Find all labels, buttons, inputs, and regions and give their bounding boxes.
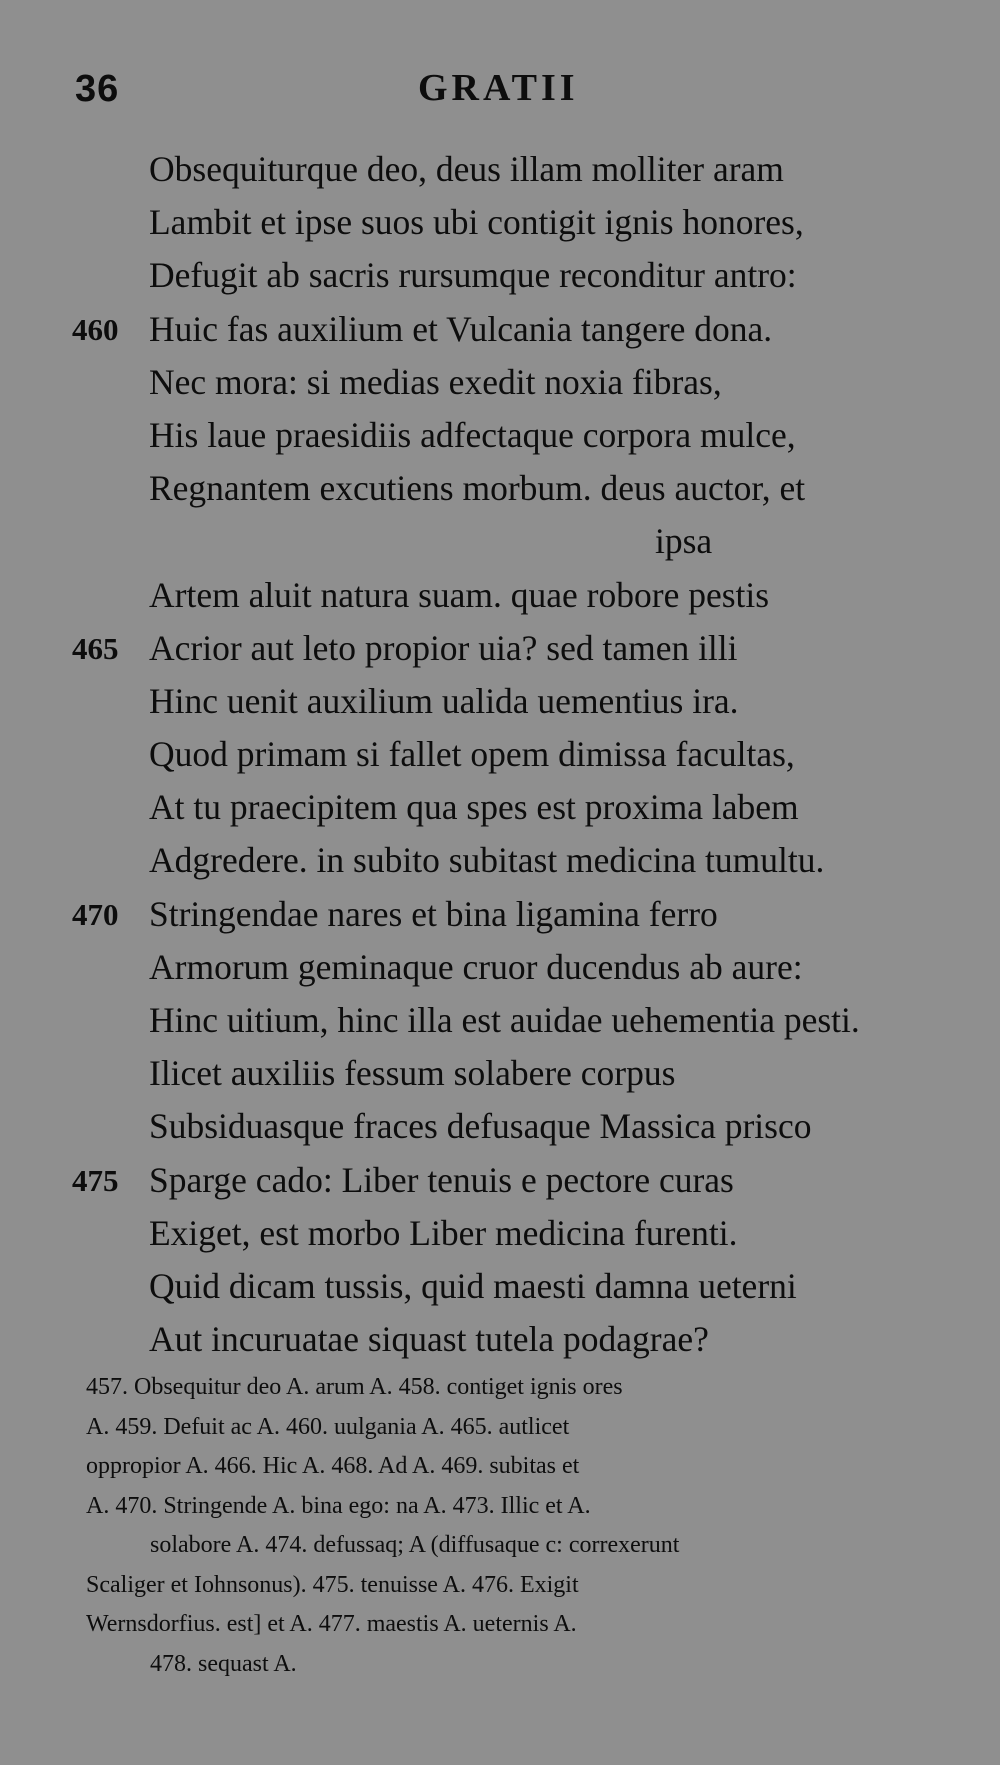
verse-text: Obsequiturque deo, deus illam molliter aram: [149, 149, 784, 189]
verse-line: [0, 1047, 1000, 1100]
footnote-text: A. 459. Defuit ac A. 460. uulgania A. 465. autlicet: [86, 1413, 570, 1440]
verse-text: Nec mora: si medias exedit noxia fibras,: [149, 361, 722, 402]
verse-line: [0, 515, 1000, 568]
verse-line: [0, 196, 1000, 249]
footnote-text: oppropior A. 466. Hic A. 468. Ad A. 469. subitas et: [86, 1453, 580, 1479]
verse-line: [0, 1100, 1000, 1153]
footnote-line: [86, 1645, 946, 1685]
verse-text: Aut incuruatae siquast tutela podagrae?: [149, 1319, 709, 1360]
verse-line: [0, 622, 1000, 675]
verse-line: [0, 1207, 1000, 1260]
footnote-text: 457. Obsequitur deo A. arum A. 458. contiget ignis ores: [86, 1374, 623, 1400]
verse-text: ipsa: [655, 521, 713, 562]
footnote-line: [86, 1487, 946, 1527]
footnote-line: [86, 1368, 946, 1408]
footnote-text: Scaliger et Iohnsonus). 475. tenuisse A. 476. Exigit: [86, 1571, 579, 1598]
verse-line: [0, 675, 1000, 728]
verse-text: Quid dicam tussis, quid maesti damna ueterni: [149, 1265, 797, 1306]
page-header: [0, 62, 1000, 122]
verse-line: [0, 1313, 1000, 1366]
verse-text: Adgredere. in subito subitast medicina tumultu.: [149, 840, 825, 881]
verse-line: [0, 1154, 1000, 1207]
footnote-line: [86, 1526, 946, 1566]
verse-line: [0, 569, 1000, 622]
footnote-line: [86, 1566, 946, 1606]
running-head: GRATII: [418, 67, 579, 109]
footnote-line: [86, 1605, 946, 1645]
verse-line: [0, 994, 1000, 1047]
line-number: 465: [72, 630, 119, 666]
verse-text: Regnantem excutiens morbum. deus auctor, et: [149, 468, 806, 509]
verse-text: Quod primam si fallet opem dimissa facultas,: [149, 734, 795, 775]
verse-line: [0, 462, 1000, 515]
verse-line: [0, 303, 1000, 356]
line-number: 475: [72, 1162, 119, 1198]
footnote-line: [86, 1408, 946, 1448]
verse-block: [0, 143, 1000, 1366]
footnote-text: solabore A. 474. defussaq; A (diffusaque c: correxerunt: [150, 1532, 680, 1558]
verse-text: Defugit ab sacris rursumque reconditur antro:: [149, 255, 797, 296]
footnote-text: A. 470. Stringende A. bina ego: na A. 473. Illic et A.: [86, 1492, 591, 1519]
footnote-text: 478. sequast A.: [150, 1650, 297, 1677]
verse-line: [0, 834, 1000, 887]
page-number: 36: [75, 68, 120, 110]
verse-text: Armorum geminaque cruor ducendus ab aure:: [149, 946, 803, 987]
verse-line: [0, 941, 1000, 994]
line-number: 460: [72, 311, 119, 347]
verse-text: Artem aluit natura suam. quae robore pestis: [149, 574, 770, 615]
verse-text: Sparge cado: Liber tenuis e pectore curas: [149, 1159, 734, 1200]
critical-apparatus: [86, 1368, 946, 1684]
verse-text: Acrior aut leto propior uia? sed tamen illi: [149, 627, 738, 668]
footnote-line: [86, 1447, 946, 1487]
verse-line: [0, 249, 1000, 302]
verse-line: [0, 356, 1000, 409]
verse-line: [0, 1260, 1000, 1313]
line-number: 470: [72, 896, 119, 932]
verse-text: Subsiduasque fraces defusaque Massica prisco: [149, 1106, 812, 1147]
verse-text: Ilicet auxiliis fessum solabere corpus: [149, 1053, 676, 1094]
footnote-text: Wernsdorfius. est] et A. 477. maestis A. ueternis A.: [86, 1611, 577, 1637]
verse-line: [0, 143, 1000, 196]
verse-text: Exiget, est morbo Liber medicina furenti.: [149, 1212, 738, 1253]
verse-line: [0, 781, 1000, 834]
verse-text: At tu praecipitem qua spes est proxima labem: [149, 787, 799, 828]
verse-line: [0, 409, 1000, 462]
verse-text: His laue praesidiis adfectaque corpora mulce,: [149, 414, 796, 455]
verse-line: [0, 888, 1000, 941]
verse-text: Hinc uenit auxilium ualida uementius ira.: [149, 680, 739, 721]
verse-line: [0, 728, 1000, 781]
verse-text: Huic fas auxilium et Vulcania tangere dona.: [149, 308, 773, 349]
verse-text: Lambit et ipse suos ubi contigit ignis honores,: [149, 202, 804, 243]
verse-text: Hinc uitium, hinc illa est auidae uehementia pesti.: [149, 1000, 860, 1040]
verse-text: Stringendae nares et bina ligamina ferro: [149, 893, 718, 934]
